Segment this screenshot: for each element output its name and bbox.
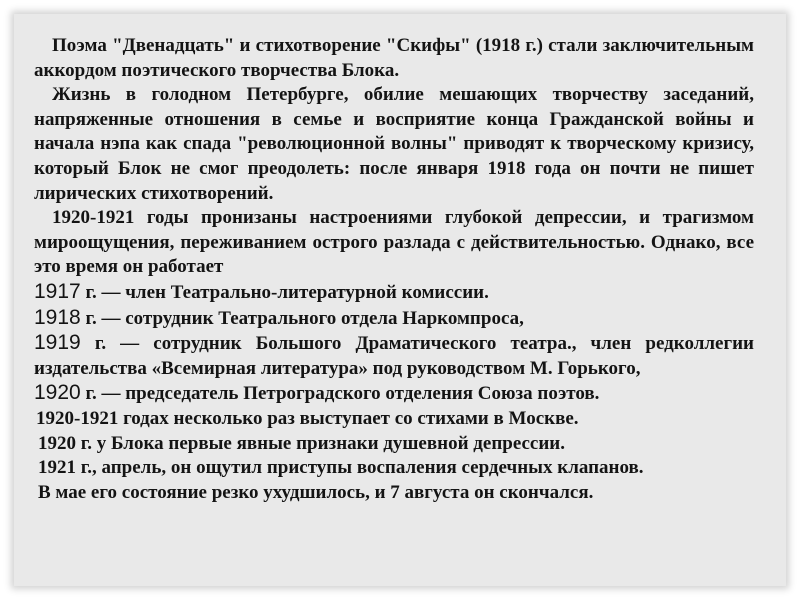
closing-line: 1921 г., апрель, он ощутил приступы воспаления сердечных клапанов. xyxy=(38,457,644,479)
chronology-item xyxy=(34,331,754,381)
paragraph-depression: 1920-1921 годы пронизаны настроениями глубокой депрессии, и трагизмом мироощущения, переживанием острого разлада с действительностью. Однако, все это время он работает xyxy=(34,207,754,278)
chronology-item xyxy=(34,306,754,332)
slide-text xyxy=(34,34,754,505)
closing-line: 1920-1921 годах несколько раз выступает со стихами в Москве. xyxy=(36,407,579,429)
chronology-text: г. — член Театрально-литературной комиссии. xyxy=(85,281,489,303)
chronology-text: г. — сотрудник Театрального отдела Наркомпроса, xyxy=(85,307,524,329)
chronology-item xyxy=(34,280,754,306)
chronology-item xyxy=(34,381,754,407)
paragraph-crisis: Жизнь в голодном Петербурге, обилие мешающих творчеству заседаний, напряженные отношения в семье и восприятие конца Гражданской войны и начала нэпа как спада "революционной волны" приводят к творческому кризису, который Блок не смог преодолеть: после января 1918 года он почти не пишет лирических стихотворений. xyxy=(34,84,754,204)
paragraph-poems: Поэма "Двенадцать" и стихотворение "Скифы" (1918 г.) стали заключительным аккордом поэтического творчества Блока. xyxy=(34,35,754,81)
chronology-text: г. — сотрудник Большого Драматического театра., член редколлегии издательства «Всемирная литература» под руководством М. Горького, xyxy=(34,333,754,379)
chronology-year: 1920 xyxy=(34,381,81,405)
chronology-year: 1919 xyxy=(34,331,81,355)
chronology-year: 1918 xyxy=(34,305,81,329)
closing-line: 1920 г. у Блока первые явные признаки душевной депрессии. xyxy=(38,432,566,454)
chronology-text: г. — председатель Петроградского отделения Союза поэтов. xyxy=(85,383,600,405)
closing-line: В мае его состояние резко ухудшилось, и 7 августа он скончался. xyxy=(38,481,594,503)
chronology-year: 1917 xyxy=(34,279,81,303)
